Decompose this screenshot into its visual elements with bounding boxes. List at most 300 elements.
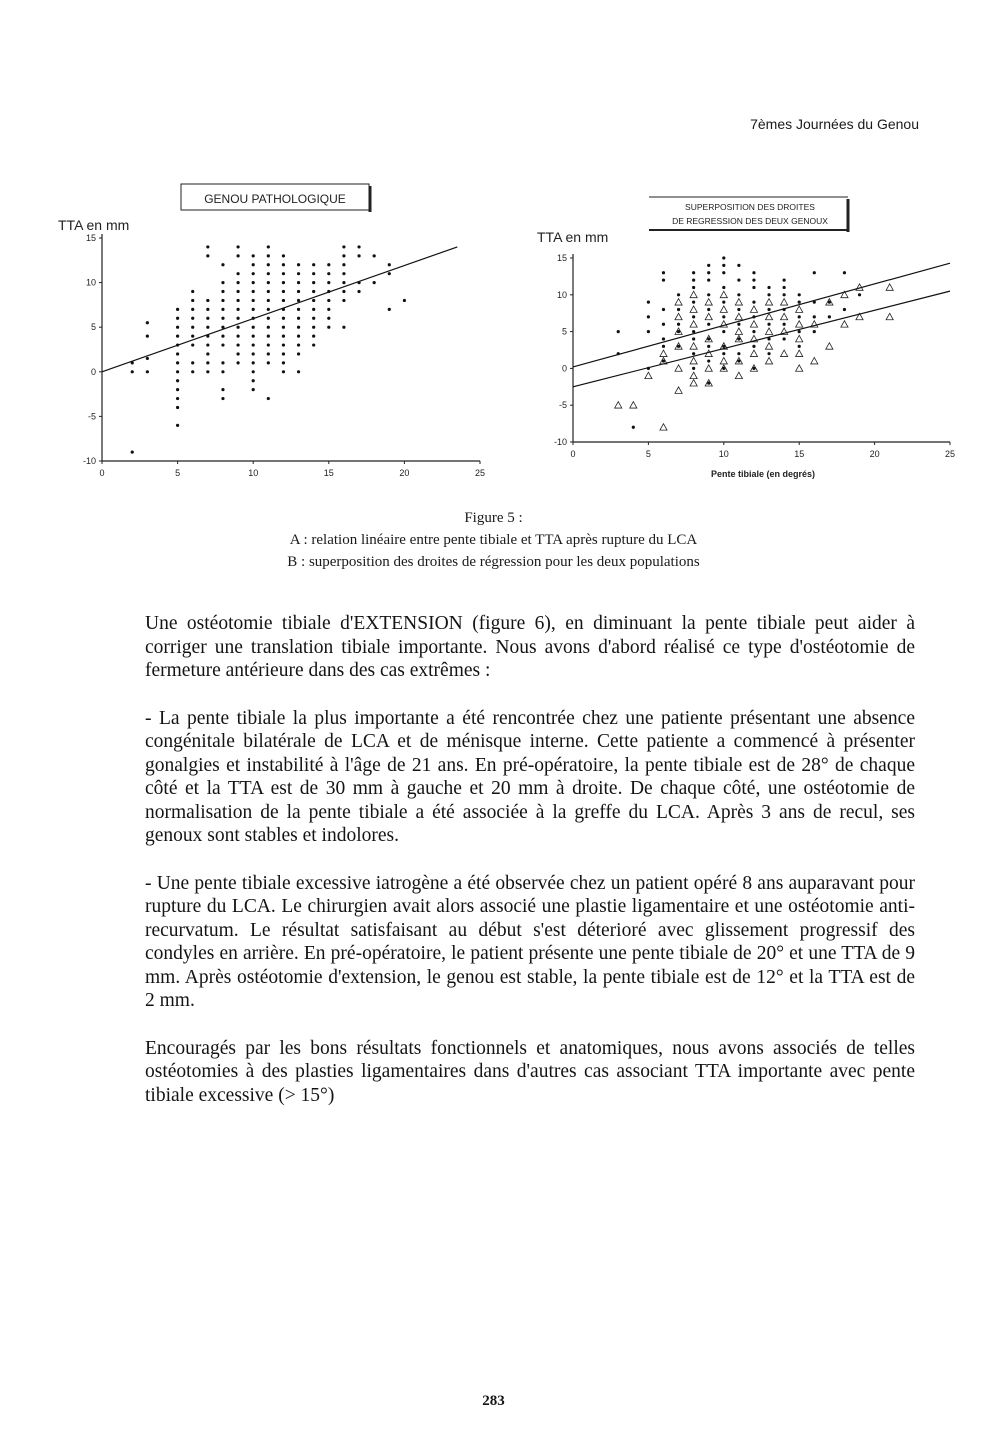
- chart-a-dot-point: [191, 317, 194, 320]
- chart-b-dot-point: [692, 271, 695, 274]
- chart-a-dot-point: [342, 245, 345, 248]
- chart-a-dot-point: [312, 326, 315, 329]
- chart-a-dot-point: [297, 326, 300, 329]
- chart-b-dot-point: [798, 330, 801, 333]
- chart-b-triangle-point: [735, 299, 742, 305]
- chart-b-dot-point: [752, 345, 755, 348]
- chart-b-x-tick-label: 5: [645, 449, 651, 459]
- chart-b-dot-point: [677, 323, 680, 326]
- chart-b-dot-point: [722, 352, 725, 355]
- chart-a-dot-point: [357, 245, 360, 248]
- chart-a-dot-point: [297, 370, 300, 373]
- chart-a-dot-point: [342, 299, 345, 302]
- chart-a-dot-point: [236, 254, 239, 257]
- chart-a-dot-point: [327, 263, 330, 266]
- chart-b-triangle-point: [811, 357, 818, 363]
- chart-a-dot-point: [236, 290, 239, 293]
- chart-a-dot-point: [176, 335, 179, 338]
- chart-a-x-tick-label: 25: [474, 468, 486, 478]
- chart-a-dot-point: [146, 370, 149, 373]
- chart-a-dot-point: [327, 272, 330, 275]
- chart-b-dot-point: [662, 308, 665, 311]
- chart-b-triangle-point: [720, 291, 727, 297]
- chart-a-dot-point: [206, 370, 209, 373]
- paragraph-4: Encouragés par les bons résultats fonctionnels et anatomiques, nous avons associés de telles ostéotomies à des plasties ligamentaires dans d'autres cas associant TTA importante avec pente tibiale excessive (> 15°): [145, 1037, 915, 1106]
- chart-b-dot-point: [707, 359, 710, 362]
- chart-a-dot-point: [221, 281, 224, 284]
- chart-a-dot-point: [252, 335, 255, 338]
- chart-a-dot-point: [146, 357, 149, 360]
- chart-a-dot-point: [297, 335, 300, 338]
- running-header: 7èmes Journées du Genou: [750, 116, 919, 132]
- chart-a-dot-point: [206, 317, 209, 320]
- chart-a-dot-point: [388, 263, 391, 266]
- chart-b-dot-point: [767, 308, 770, 311]
- chart-a-dot-point: [312, 335, 315, 338]
- chart-a-dot-point: [221, 361, 224, 364]
- chart-a-dot-point: [267, 263, 270, 266]
- chart-b-regression-line: [573, 291, 950, 387]
- chart-b-y-axis-label: TTA en mm: [537, 229, 609, 245]
- chart-b-dot-point: [647, 330, 650, 333]
- chart-a-dot-point: [388, 272, 391, 275]
- chart-a-dot-point: [282, 299, 285, 302]
- chart-b-triangle-point: [690, 372, 697, 378]
- chart-a-dot-point: [282, 317, 285, 320]
- chart-b-triangle-point: [675, 387, 682, 393]
- chart-b-triangle-point: [781, 313, 788, 319]
- chart-b-triangle-point: [720, 306, 727, 312]
- chart-a-dot-point: [267, 352, 270, 355]
- chart-a-dot-point: [267, 272, 270, 275]
- figure-5b-svg: [525, 188, 965, 488]
- chart-b-y-tick-label: 5: [561, 326, 567, 337]
- chart-a-dot-point: [252, 263, 255, 266]
- chart-a-y-tick-label: -5: [87, 411, 96, 422]
- chart-a-dot-point: [282, 343, 285, 346]
- chart-b-dot-point: [752, 278, 755, 281]
- chart-a-plot-area: [83, 233, 485, 478]
- chart-b-y-tick-label: -10: [553, 437, 567, 447]
- chart-b-triangle-point: [735, 328, 742, 334]
- chart-a-y-tick-label: 0: [90, 366, 96, 377]
- chart-b-dot-point: [783, 278, 786, 281]
- chart-b-dot-point: [798, 345, 801, 348]
- chart-a-dot-point: [252, 361, 255, 364]
- chart-a-dot-point: [191, 326, 194, 329]
- chart-b-triangle-point: [690, 291, 697, 297]
- chart-b-x-tick-label: 25: [944, 449, 956, 459]
- chart-a-dot-point: [191, 299, 194, 302]
- chart-a-dot-point: [282, 370, 285, 373]
- chart-a-dot-point: [312, 299, 315, 302]
- chart-a-dot-point: [297, 308, 300, 311]
- chart-b-dot-point: [752, 330, 755, 333]
- chart-a-dot-point: [267, 254, 270, 257]
- chart-b-dot-point: [767, 286, 770, 289]
- chart-b-triangle-point: [735, 313, 742, 319]
- chart-b-dot-point: [707, 278, 710, 281]
- chart-a-y-tick-label: 10: [85, 277, 96, 288]
- chart-b-dot-point: [722, 256, 725, 259]
- chart-a-dot-point: [252, 343, 255, 346]
- chart-b-triangle-point: [781, 350, 788, 356]
- chart-a-dot-point: [267, 326, 270, 329]
- chart-b-triangle-point: [690, 380, 697, 386]
- chart-b-triangle-point: [765, 328, 772, 334]
- chart-a-dot-point: [297, 272, 300, 275]
- chart-a-x-tick-label: 15: [323, 468, 334, 478]
- chart-b-triangle-point: [750, 350, 757, 356]
- chart-b-triangle-point: [826, 343, 833, 349]
- chart-b-triangle-point: [675, 299, 682, 305]
- chart-a-dot-point: [191, 335, 194, 338]
- chart-a-dot-point: [221, 343, 224, 346]
- chart-b-dot-point: [783, 337, 786, 340]
- chart-b-y-tick-label: 10: [556, 289, 567, 300]
- chart-b-triangle-point: [675, 365, 682, 371]
- chart-b-dot-point: [722, 315, 725, 318]
- chart-a-dot-point: [206, 245, 209, 248]
- chart-b-dot-point: [647, 301, 650, 304]
- chart-a-dot-point: [221, 299, 224, 302]
- chart-a-y-tick-label: 15: [85, 233, 96, 243]
- chart-b-triangle-point: [796, 350, 803, 356]
- chart-a-dot-point: [342, 281, 345, 284]
- chart-a-dot-point: [236, 352, 239, 355]
- chart-b-dot-point: [722, 264, 725, 267]
- paragraph-3: - Une pente tibiale excessive iatrogène a été observée chez un patient opéré 8 ans auparavant pour rupture du LCA. Le chirurgien avait alors associé une plastie ligamentaire et une ostéotomie anti-recurvatum. Le résultat satisfaisant au début s'est déterioré avec glissement progressif des condyles en arrière. En pré-opératoire, le patient présente une pente tibiale de 20° et une TTA de 9 mm. Après ostéotomie d'extension, le genou est stable, la pente tibiale est de 12° et la TTA est de 2 mm.: [145, 872, 915, 1011]
- chart-b-triangle-point: [645, 372, 652, 378]
- chart-a-dot-point: [297, 317, 300, 320]
- chart-b-dot-point: [632, 426, 635, 429]
- chart-a-dot-point: [236, 272, 239, 275]
- chart-b-dot-point: [662, 271, 665, 274]
- paragraph-2: - La pente tibiale la plus importante a été rencontrée chez une patiente présentant une absence congénitale bilatérale de LCA et de ménisque interne. Cette patiente a commencé à présenter gonalgies et instabilité à l'âge de 21 ans. En pré-opératoire, la pente tibiale est de 28° de chaque côté et la TTA est de 30 mm à gauche et 20 mm à droite. De chaque côté, une ostéotomie de normalisation de la pente tibiale a été associée à la greffe du LCA. Après 3 ans de recul, ses genoux sont stables et indolores.: [145, 707, 915, 846]
- chart-a-dot-point: [252, 281, 255, 284]
- caption-line-a: A : relation linéaire entre pente tibiale et TTA après rupture du LCA: [289, 532, 698, 548]
- chart-b-dot-point: [798, 315, 801, 318]
- chart-a-dot-point: [267, 290, 270, 293]
- chart-a-dot-point: [342, 254, 345, 257]
- chart-b-x-tick-label: 20: [869, 449, 880, 459]
- chart-b-dot-point: [692, 352, 695, 355]
- chart-b-dot-point: [662, 278, 665, 281]
- chart-b-triangle-point: [705, 313, 712, 319]
- chart-a-x-tick-label: 5: [175, 468, 181, 478]
- chart-a-dot-point: [176, 388, 179, 391]
- chart-b-dot-point: [813, 330, 816, 333]
- chart-a-dot-point: [206, 352, 209, 355]
- chart-b-dot-point: [767, 323, 770, 326]
- chart-a-dot-point: [342, 263, 345, 266]
- chart-a-dot-point: [236, 308, 239, 311]
- chart-a-dot-point: [221, 335, 224, 338]
- chart-a-dot-point: [297, 263, 300, 266]
- chart-a-dot-point: [176, 317, 179, 320]
- chart-b-dot-point: [767, 352, 770, 355]
- chart-b-plot-area: [554, 253, 955, 459]
- chart-b-triangle-point: [796, 306, 803, 312]
- chart-b-dot-point: [798, 301, 801, 304]
- chart-a-dot-point: [191, 370, 194, 373]
- chart-a-dot-point: [373, 254, 376, 257]
- chart-a-dot-point: [236, 343, 239, 346]
- chart-b-triangle-point: [630, 402, 637, 408]
- chart-b-y-tick-label: 0: [561, 363, 567, 374]
- chart-a-dot-point: [312, 317, 315, 320]
- chart-b-y-tick-label: 15: [556, 253, 567, 263]
- chart-a-dot-point: [191, 290, 194, 293]
- chart-a-dot-point: [267, 308, 270, 311]
- chart-b-dot-point: [707, 323, 710, 326]
- chart-a-dot-point: [206, 361, 209, 364]
- chart-a-dot-point: [206, 308, 209, 311]
- paragraph-1: Une ostéotomie tibiale d'EXTENSION (figure 6), en diminuant la pente tibiale peut aider à corriger une translation tibiale importante. Nous avons d'abord réalisé ce type d'ostéotomie de fermeture antérieure dans des cas extrêmes :: [145, 613, 915, 681]
- chart-a-dot-point: [282, 254, 285, 257]
- chart-b-dot-point: [692, 315, 695, 318]
- chart-a-dot-point: [176, 370, 179, 373]
- chart-b-triangle-point: [841, 321, 848, 327]
- chart-a-dot-point: [312, 272, 315, 275]
- chart-a-dot-point: [176, 326, 179, 329]
- chart-b-title-line-1: SUPERPOSITION DES DROITES: [685, 202, 815, 212]
- chart-b-title-line-2: DE REGRESSION DES DEUX GENOUX: [672, 216, 828, 226]
- caption-title: Figure 5 :: [464, 510, 523, 526]
- chart-a-dot-point: [342, 290, 345, 293]
- chart-a-dot-point: [282, 326, 285, 329]
- chart-b-triangle-point: [660, 424, 667, 430]
- chart-a-title: GENOU PATHOLOGIQUE: [204, 192, 346, 206]
- chart-b-x-tick-label: 15: [794, 449, 805, 459]
- chart-a-dot-point: [252, 299, 255, 302]
- chart-a-dot-point: [327, 308, 330, 311]
- chart-a-dot-point: [267, 335, 270, 338]
- chart-b-triangle-point: [735, 372, 742, 378]
- chart-a-dot-point: [312, 343, 315, 346]
- chart-a-dot-point: [342, 326, 345, 329]
- chart-a-dot-point: [176, 379, 179, 382]
- chart-a-dot-point: [221, 397, 224, 400]
- chart-b-dot-point: [843, 308, 846, 311]
- chart-b-x-axis-label: Pente tibiale (en degrés): [710, 469, 816, 479]
- figure-caption: [0, 507, 987, 573]
- chart-a-dot-point: [282, 290, 285, 293]
- chart-b-dot-point: [783, 323, 786, 326]
- chart-a-dot-point: [267, 281, 270, 284]
- chart-a-dot-point: [297, 352, 300, 355]
- chart-b-dot-point: [692, 301, 695, 304]
- chart-a-dot-point: [221, 317, 224, 320]
- chart-b-dot-point: [722, 330, 725, 333]
- chart-b-dot-point: [722, 301, 725, 304]
- chart-a-dot-point: [176, 361, 179, 364]
- chart-a-dot-point: [221, 308, 224, 311]
- chart-a-dot-point: [297, 343, 300, 346]
- chart-a-dot-point: [327, 317, 330, 320]
- chart-a-dot-point: [357, 290, 360, 293]
- chart-a-dot-point: [146, 321, 149, 324]
- chart-b-triangle-point: [781, 299, 788, 305]
- chart-a-dot-point: [191, 308, 194, 311]
- chart-b-triangle-point: [765, 299, 772, 305]
- chart-a-dot-point: [342, 272, 345, 275]
- chart-b-triangle-point: [720, 357, 727, 363]
- chart-a-dot-point: [327, 299, 330, 302]
- chart-b-dot-point: [752, 286, 755, 289]
- chart-a-dot-point: [252, 326, 255, 329]
- chart-a-dot-point: [252, 308, 255, 311]
- figure-5a-svg: [50, 178, 510, 488]
- chart-a-dot-point: [252, 290, 255, 293]
- chart-a-dot-point: [312, 281, 315, 284]
- chart-a-dot-point: [312, 308, 315, 311]
- chart-a-dot-point: [176, 352, 179, 355]
- chart-a-dot-point: [146, 335, 149, 338]
- chart-b-dot-point: [737, 352, 740, 355]
- chart-a-y-tick-label: 5: [90, 322, 96, 333]
- chart-b-dot-point: [737, 264, 740, 267]
- chart-a-dot-point: [206, 343, 209, 346]
- chart-b-dot-point: [798, 293, 801, 296]
- chart-b-x-tick-label: 10: [718, 449, 729, 459]
- chart-a-dot-point: [221, 263, 224, 266]
- chart-b-triangle-point: [705, 365, 712, 371]
- chart-b-dot-point: [677, 293, 680, 296]
- chart-b-dot-point: [767, 293, 770, 296]
- chart-a-dot-point: [131, 370, 134, 373]
- chart-a-dot-point: [206, 299, 209, 302]
- chart-a-dot-point: [267, 245, 270, 248]
- chart-b-dot-point: [677, 308, 680, 311]
- chart-a-dot-point: [236, 245, 239, 248]
- chart-b-dot-point: [662, 345, 665, 348]
- chart-b-dot-point: [707, 271, 710, 274]
- chart-a-dot-point: [176, 406, 179, 409]
- chart-b-triangle-point: [886, 284, 893, 290]
- chart-b-dot-point: [813, 315, 816, 318]
- chart-a-dot-point: [297, 290, 300, 293]
- chart-b-dot-point: [752, 301, 755, 304]
- chart-a-dot-point: [236, 326, 239, 329]
- chart-b-dot-point: [737, 323, 740, 326]
- chart-b-triangle-point: [765, 357, 772, 363]
- chart-b-y-tick-label: -5: [558, 400, 567, 411]
- chart-b-triangle-point: [796, 365, 803, 371]
- chart-b-triangle-point: [690, 357, 697, 363]
- chart-b-dot-point: [752, 271, 755, 274]
- chart-a-dot-point: [206, 254, 209, 257]
- chart-b-dot-point: [647, 315, 650, 318]
- chart-a-dot-point: [252, 388, 255, 391]
- chart-a-x-tick-label: 0: [99, 468, 105, 478]
- chart-a-dot-point: [282, 361, 285, 364]
- chart-b-dot-point: [617, 330, 620, 333]
- chart-b-dot-point: [692, 330, 695, 333]
- chart-a-dot-point: [191, 361, 194, 364]
- chart-a-dot-point: [297, 281, 300, 284]
- chart-a-x-tick-label: 20: [399, 468, 410, 478]
- chart-b-regression-line: [573, 263, 950, 367]
- chart-a-dot-point: [282, 272, 285, 275]
- chart-b-dot-point: [692, 278, 695, 281]
- chart-b-dot-point: [783, 286, 786, 289]
- chart-a-dot-point: [312, 263, 315, 266]
- chart-b-dot-point: [662, 337, 665, 340]
- chart-a-dot-point: [221, 388, 224, 391]
- chart-a-regression-line: [102, 247, 457, 372]
- chart-a-dot-point: [131, 450, 134, 453]
- chart-b-triangle-point: [705, 299, 712, 305]
- chart-a-dot-point: [252, 370, 255, 373]
- chart-a-dot-point: [267, 343, 270, 346]
- chart-a-dot-point: [221, 290, 224, 293]
- chart-a-dot-point: [403, 299, 406, 302]
- chart-a-dot-point: [236, 299, 239, 302]
- chart-a-dot-point: [176, 308, 179, 311]
- chart-b-dot-point: [707, 308, 710, 311]
- chart-b-triangle-point: [690, 306, 697, 312]
- chart-b-dot-point: [813, 271, 816, 274]
- chart-a-dot-point: [282, 263, 285, 266]
- chart-b-dot-point: [707, 345, 710, 348]
- chart-a-dot-point: [297, 299, 300, 302]
- chart-b-triangle-point: [750, 306, 757, 312]
- chart-a-dot-point: [236, 317, 239, 320]
- chart-a-dot-point: [236, 361, 239, 364]
- figure-5b-chart: [525, 188, 965, 488]
- chart-a-dot-point: [252, 379, 255, 382]
- chart-b-dot-point: [707, 293, 710, 296]
- chart-a-dot-point: [206, 326, 209, 329]
- chart-b-dot-point: [692, 367, 695, 370]
- chart-a-dot-point: [267, 299, 270, 302]
- chart-b-triangle-point: [796, 335, 803, 341]
- chart-a-y-axis-label: TTA en mm: [58, 217, 130, 233]
- caption-line-b: B : superposition des droites de régression pour les deux populations: [287, 554, 700, 570]
- chart-a-dot-point: [267, 317, 270, 320]
- chart-a-dot-point: [176, 397, 179, 400]
- chart-b-dot-point: [662, 323, 665, 326]
- chart-a-dot-point: [282, 335, 285, 338]
- body-text: [145, 612, 915, 1131]
- chart-b-triangle-point: [886, 313, 893, 319]
- chart-a-dot-point: [252, 352, 255, 355]
- chart-a-dot-point: [388, 308, 391, 311]
- chart-b-dot-point: [737, 278, 740, 281]
- chart-b-triangle-point: [690, 321, 697, 327]
- chart-b-triangle-point: [615, 402, 622, 408]
- chart-b-dot-point: [692, 286, 695, 289]
- chart-b-triangle-point: [660, 350, 667, 356]
- chart-b-triangle-point: [765, 343, 772, 349]
- chart-b-dot-point: [843, 271, 846, 274]
- chart-a-dot-point: [327, 281, 330, 284]
- chart-b-dot-point: [707, 264, 710, 267]
- chart-b-triangle-point: [750, 321, 757, 327]
- page-number: 283: [482, 1393, 505, 1409]
- chart-b-dot-point: [692, 337, 695, 340]
- chart-a-dot-point: [282, 352, 285, 355]
- chart-a-dot-point: [267, 361, 270, 364]
- chart-a-dot-point: [282, 281, 285, 284]
- chart-a-dot-point: [373, 281, 376, 284]
- chart-a-dot-point: [191, 343, 194, 346]
- chart-a-dot-point: [327, 326, 330, 329]
- chart-a-dot-point: [236, 335, 239, 338]
- chart-b-dot-point: [737, 308, 740, 311]
- chart-b-dot-point: [783, 293, 786, 296]
